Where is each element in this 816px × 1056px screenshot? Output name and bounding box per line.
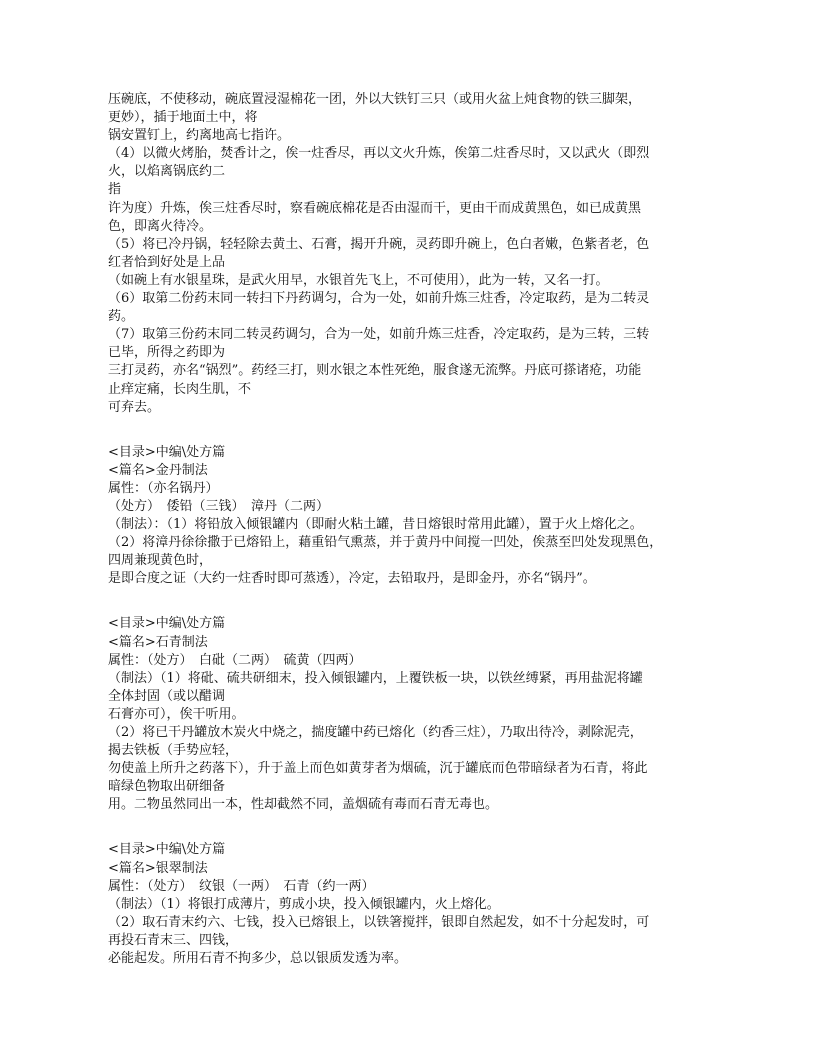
text-line: 止痒定痛，长肉生肌，不 <box>108 381 252 397</box>
text-line: 锅安置钉上，约离地高七指许。 <box>108 128 291 144</box>
section-yincui <box>108 841 712 968</box>
text-line: 全体封固（或以醋调 <box>108 688 226 704</box>
text-line: 压碗底，不使移动，碗底置浸湿棉花一团，外以大铁钉三只（或用火盆上炖食物的铁三脚架， <box>108 92 642 107</box>
section-shiqing <box>108 615 712 814</box>
text-line: （7）取第三份药末同二转灵药调匀，合为一处，如前升炼三炷香，冷定取药，是为三转，三转 <box>108 327 650 343</box>
text-line: （6）取第二份药末同一转扫下丹药调匀，合为一处，如前升炼三炷香，冷定取药，是为二转灵 <box>108 291 650 307</box>
text-line: 指 <box>108 182 122 198</box>
text-line: （制法）：（1）将铅放入倾银罐内（即耐火粘土罐，昔日熔银时常用此罐），置于火上熔化之。 <box>108 517 643 533</box>
text-line: （4）以微火烤胎，焚香计之，俟一炷香尽，再以文火升炼，俟第二炷香尽时，又以武火（即烈 <box>108 146 650 162</box>
text-line: 勿使盖上所升之药落下），升于盖上而色如黄芽者为烟硫，沉于罐底而色带暗绿者为石青，将此 <box>108 761 648 777</box>
section-continuation <box>108 91 712 417</box>
text-line: 火，以焰离锅底约二 <box>108 164 226 180</box>
text-line: （处方） 倭铅（三钱） 漳丹（二两） <box>108 498 330 514</box>
text-line: 色，即离火待冷。 <box>108 218 213 234</box>
text-line: 更妙），插于地面土中，将 <box>108 110 258 126</box>
section-gap <box>108 417 712 444</box>
catalog-heading: <目录>中编\处方篇 <box>108 616 226 632</box>
document-page <box>108 91 712 968</box>
text-line: （2）取石青末约六、七钱，投入已熔银上，以铁箸搅拌，银即自然起发，如不十分起发时，可 <box>108 914 650 930</box>
catalog-heading: <目录>中编\处方篇 <box>108 842 226 858</box>
text-line: 用。二物虽然同出一本，性却截然不同，盖烟硫有毒而石青无毒也。 <box>108 797 499 813</box>
text-line: 属性：（处方） 白砒（二两） 硫黄（四两） <box>108 652 362 668</box>
text-line: 四周兼现黄色时， <box>108 553 213 569</box>
chapter-title: <篇名>石青制法 <box>108 634 208 650</box>
catalog-heading: <目录>中编\处方篇 <box>108 444 226 460</box>
text-line: 红者恰到好处是上品 <box>108 254 226 270</box>
text-line: （5）将已冷丹锅，轻轻除去黄土、石膏，揭开升碗，灵药即升碗上，色白者嫩，色紫者老，色 <box>108 236 650 252</box>
text-line: （制法）（1）将砒、硫共研细末，投入倾银罐内，上覆铁板一块，以铁丝缚紧，再用盐泥将罐 <box>108 670 643 686</box>
text-line: 属性：（处方） 纹银（一两） 石青（约一两） <box>108 878 375 894</box>
section-gap <box>108 588 712 615</box>
chapter-title: <篇名>银翠制法 <box>108 860 208 876</box>
text-line: （2）将漳丹徐徐撒于已熔铅上，藉重铅气熏蒸，并于黄丹中间搅一凹处，俟蒸至凹处发现黑色， <box>108 535 663 551</box>
text-line: （2）将已干丹罐放木炭火中烧之，揣度罐中药已熔化（约香三炷），乃取出待冷，剥除泥壳， <box>108 725 643 740</box>
text-line: 可弃去。 <box>108 399 161 415</box>
chapter-title: <篇名>金丹制法 <box>108 462 208 478</box>
text-line: 是即合度之证（大约一炷香时即可蒸透），冷定，去铅取丹，是即金丹，亦名“锅丹”。 <box>108 571 596 587</box>
text-line: 已毕，所得之药即为 <box>108 345 226 361</box>
text-line: 暗绿色物取出研细备 <box>108 779 226 795</box>
text-line: 必能起发。所用石青不拘多少，总以银质发透为率。 <box>108 951 408 967</box>
text-line: 三打灵药，亦名“锅烈”。药经三打，则水银之本性死绝，服食遂无流弊。丹底可搽诸疮，功能 <box>108 363 642 379</box>
text-line: （制法）（1）将银打成薄片，剪成小块，投入倾银罐内，火上熔化。 <box>108 896 500 912</box>
text-line: 揭去铁板（手势应轻， <box>108 743 239 759</box>
section-gap <box>108 814 712 841</box>
text-line: 药。 <box>108 309 135 325</box>
text-line: 许为度）升炼，俟三炷香尽时，察看碗底棉花是否由湿而干，更由干而成黄黑色，如已成黄黑 <box>108 200 642 216</box>
text-line: 再投石青末三、四钱， <box>108 932 239 948</box>
text-line: （如碗上有水银星珠，是武火用早，水银首先飞上，不可使用），此为一转，又名一打。 <box>108 272 609 288</box>
section-jindan <box>108 444 712 589</box>
text-line: 石膏亦可），俟干听用。 <box>108 706 245 722</box>
text-line: 属性：（亦名锅丹） <box>108 480 219 496</box>
